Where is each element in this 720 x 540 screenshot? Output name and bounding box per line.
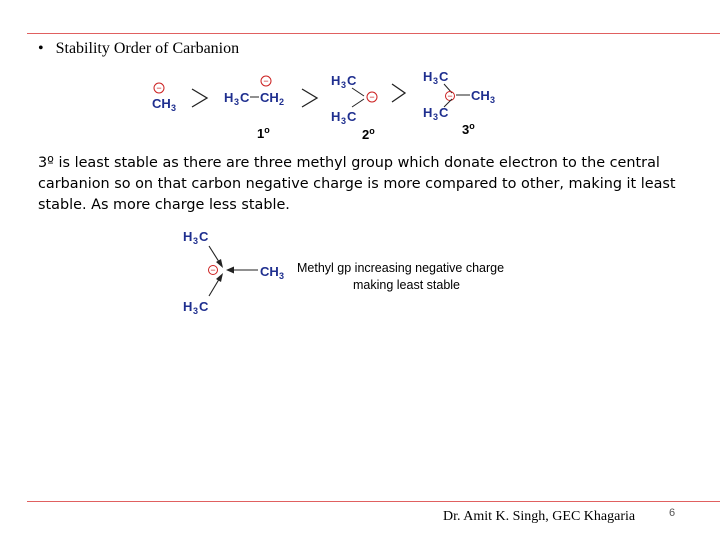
arrow-head-right xyxy=(226,267,234,274)
top-h3c-c: C xyxy=(199,229,209,244)
label-tertiary xyxy=(462,121,475,137)
right-ch: CH xyxy=(260,264,279,279)
upper-h3c-h: H xyxy=(423,69,433,84)
charge-sign: − xyxy=(369,92,375,102)
charge-sign: − xyxy=(156,83,162,93)
ethyl-h: H xyxy=(224,90,234,105)
right-ch-sub: 3 xyxy=(279,271,285,281)
bond-upper xyxy=(352,88,364,96)
top-h3c-sub: 3 xyxy=(193,236,199,246)
isopropyl-carbanion xyxy=(331,73,377,142)
label-secondary-num: 2 xyxy=(362,127,370,142)
methyl-ch: CH xyxy=(152,96,171,111)
bond-lower xyxy=(352,99,364,107)
lower-h3c-c: C xyxy=(347,109,357,124)
ethyl-carbanion xyxy=(224,76,284,141)
inductive-effect-diagram xyxy=(183,229,504,316)
greater-than-1 xyxy=(192,89,207,107)
greater-than-2 xyxy=(302,89,317,107)
bottom-h3c-sub: 3 xyxy=(193,306,199,316)
heading-text: Stability Order of Carbanion xyxy=(55,40,240,57)
greater-than-3 xyxy=(392,84,405,102)
top-h3c-h: H xyxy=(183,229,193,244)
label-tertiary-num: 3 xyxy=(462,122,470,137)
upper-h3c-sub: 3 xyxy=(433,76,439,86)
degree-mark: o xyxy=(369,126,375,136)
right-ch-sub: 3 xyxy=(490,95,496,105)
lower-h3c-c: C xyxy=(439,105,449,120)
label-primary xyxy=(257,125,270,141)
footer-author: Dr. Amit K. Singh, GEC Khagaria xyxy=(443,509,636,524)
arrow-head-top xyxy=(216,259,223,268)
bottom-h3c-c: C xyxy=(199,299,209,314)
methyl-carbanion xyxy=(152,83,176,113)
ethyl-c: C xyxy=(240,90,250,105)
methyl-sub: 3 xyxy=(171,103,177,113)
tertbutyl-carbanion xyxy=(423,69,495,137)
lower-h3c-sub: 3 xyxy=(433,112,439,122)
lower-h3c-h: H xyxy=(331,109,341,124)
bullet-dot: • xyxy=(38,40,44,57)
upper-h3c-c: C xyxy=(347,73,357,88)
charge-sign: − xyxy=(263,76,269,86)
upper-h3c-h: H xyxy=(331,73,341,88)
annotation-line-2: making least stable xyxy=(353,278,461,292)
ethyl-ch-sub: 2 xyxy=(279,97,285,107)
degree-mark: o xyxy=(469,121,475,131)
ethyl-ch: CH xyxy=(260,90,279,105)
bottom-rule xyxy=(27,501,720,502)
degree-mark: o xyxy=(264,125,270,135)
charge-sign: − xyxy=(210,265,216,275)
charge-sign: − xyxy=(447,91,453,101)
upper-h3c-sub: 3 xyxy=(341,80,347,90)
explanation-paragraph: 3º is least stable as there are three methyl group which donate electron to the central carbanion so on that carbon negative charge is more compared to other, making it least stable. As more charge less stable. xyxy=(38,155,676,213)
annotation-line-1: Methyl gp increasing negative charge xyxy=(297,261,505,275)
page-number: 6 xyxy=(669,507,676,519)
arrow-head-bottom xyxy=(216,273,223,282)
ethyl-h-sub: 3 xyxy=(234,97,240,107)
label-secondary xyxy=(362,126,375,142)
right-ch: CH xyxy=(471,88,490,103)
label-primary-num: 1 xyxy=(257,126,265,141)
lower-h3c-sub: 3 xyxy=(341,116,347,126)
upper-h3c-c: C xyxy=(439,69,449,84)
bottom-h3c-h: H xyxy=(183,299,193,314)
lower-h3c-h: H xyxy=(423,105,433,120)
